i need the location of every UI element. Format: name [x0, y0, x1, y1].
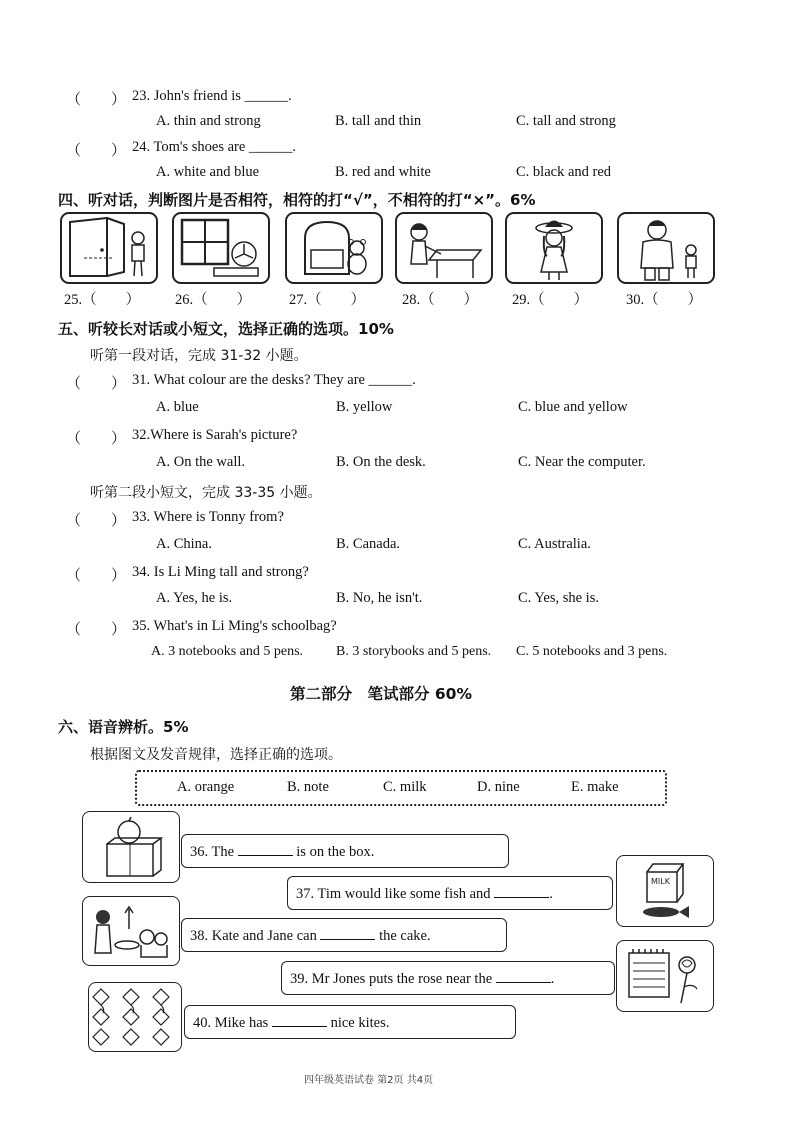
option-33a: A. China. — [156, 536, 212, 552]
option-35a: A. 3 notebooks and 5 pens. — [151, 644, 304, 659]
question-34: 34. Is Li Ming tall and strong? — [132, 564, 309, 580]
option-24a: A. white and blue — [156, 164, 260, 180]
part2-title: 第二部分 笔试部分 60% — [290, 685, 472, 703]
answer-26[interactable]: 26.（ ） — [175, 292, 252, 308]
sentence-40: 40. Mike has nice kites. — [184, 1005, 516, 1039]
picture-man-boy — [617, 212, 715, 284]
option-35b: B. 3 storybooks and 5 pens. — [336, 644, 492, 659]
word-option-b: B. note — [287, 779, 329, 795]
word-option-e: E. make — [571, 779, 619, 795]
picture-girl-hat — [505, 212, 603, 284]
section6-instruction: 根据图文及发音规律，选择正确的选项。 — [90, 747, 342, 763]
sentence-39: 39. Mr Jones puts the rose near the . — [281, 961, 615, 995]
picture-girl-desk — [395, 212, 493, 284]
question-23: 23. John's friend is ______. — [132, 88, 292, 104]
milk-fish-image — [616, 855, 714, 927]
section4-title: 四、听对话，判断图片是否相符，相符的打“√”，不相符的打“×”。6% — [58, 191, 536, 209]
option-33c: C. Australia. — [518, 536, 591, 552]
option-31a: A. blue — [156, 399, 199, 415]
blank-37[interactable] — [494, 885, 549, 898]
section5-title: 五、听较长对话或小短文，选择正确的选项。10% — [58, 320, 394, 338]
blank-40[interactable] — [272, 1014, 327, 1027]
option-34b: B. No, he isn't. — [336, 590, 423, 606]
option-33b: B. Canada. — [336, 536, 401, 552]
section5-intro1: 听第一段对话，完成 31-32 小题。 — [90, 348, 308, 364]
option-35c: C. 5 notebooks and 3 pens. — [516, 644, 668, 659]
option-24c: C. black and red — [516, 164, 612, 180]
answer-25[interactable]: 25.（ ） — [64, 292, 141, 308]
sentence-36: 36. The is on the box. — [181, 834, 509, 868]
answer-30[interactable]: 30.（ ） — [626, 292, 703, 308]
section5-intro2: 听第二段小短文，完成 33-35 小题。 — [90, 485, 322, 501]
option-31b: B. yellow — [336, 399, 393, 415]
notebook-rose-image — [616, 940, 714, 1012]
option-23c: C. tall and strong — [516, 113, 616, 129]
svg-text:MILK: MILK — [651, 877, 670, 886]
picture-window-fan — [172, 212, 270, 284]
section6-title: 六、语音辨析。5% — [58, 718, 189, 736]
question-31: 31. What colour are the desks? They are ______. — [132, 372, 416, 388]
answer-paren-35[interactable]: （ ） — [66, 622, 127, 638]
page-footer: 四年级英语试卷 第2页 共4页 — [304, 1075, 434, 1086]
word-bank — [135, 770, 667, 806]
picture-door-boy — [60, 212, 158, 284]
word-option-d: D. nine — [477, 779, 520, 795]
option-32b: B. On the desk. — [336, 454, 426, 470]
option-32c: C. Near the computer. — [518, 454, 646, 470]
make-cake-image — [82, 896, 180, 966]
answer-27[interactable]: 27.（ ） — [289, 292, 366, 308]
option-34c: C. Yes, she is. — [518, 590, 599, 606]
answer-paren-32[interactable]: （ ） — [66, 431, 127, 447]
blank-36[interactable] — [238, 843, 293, 856]
answer-paren-31[interactable]: （ ） — [66, 376, 127, 392]
option-32a: A. On the wall. — [156, 454, 245, 470]
answer-paren-34[interactable]: （ ） — [66, 568, 127, 584]
picture-schoolbag — [285, 212, 383, 284]
option-24b: B. red and white — [335, 164, 431, 180]
blank-38[interactable] — [320, 927, 375, 940]
option-23a: A. thin and strong — [156, 113, 261, 129]
option-23b: B. tall and thin — [335, 113, 422, 129]
question-33: 33. Where is Tonny from? — [132, 509, 284, 525]
nine-kites-image — [88, 982, 182, 1052]
question-24: 24. Tom's shoes are ______. — [132, 139, 297, 155]
word-option-a: A. orange — [177, 779, 235, 795]
sentence-38: 38. Kate and Jane can the cake. — [181, 918, 507, 952]
answer-paren-24[interactable]: （ ） — [66, 143, 127, 159]
option-34a: A. Yes, he is. — [156, 590, 233, 606]
question-35: 35. What's in Li Ming's schoolbag? — [132, 618, 337, 634]
orange-box-image — [82, 811, 180, 883]
sentence-37: 37. Tim would like some fish and . — [287, 876, 613, 910]
answer-28[interactable]: 28.（ ） — [402, 292, 479, 308]
answer-paren-23[interactable]: （ ） — [66, 92, 127, 108]
option-31c: C. blue and yellow — [518, 399, 628, 415]
answer-29[interactable]: 29.（ ） — [512, 292, 589, 308]
question-32: 32.Where is Sarah's picture? — [132, 427, 298, 443]
answer-paren-33[interactable]: （ ） — [66, 513, 127, 529]
blank-39[interactable] — [496, 970, 551, 983]
word-option-c: C. milk — [383, 779, 427, 795]
